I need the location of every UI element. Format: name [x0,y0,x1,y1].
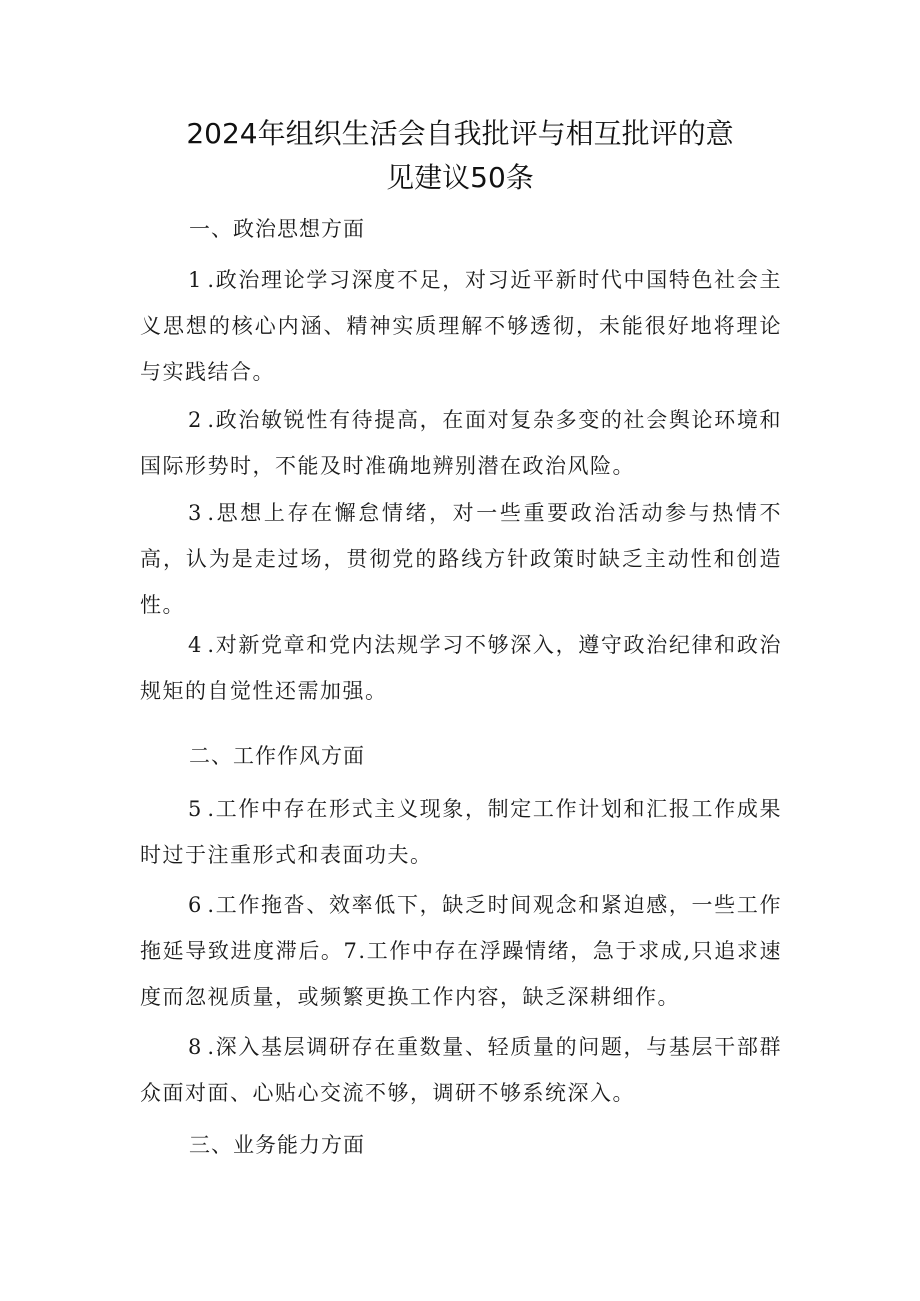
title-line-2: 见建议50条 [386,161,534,194]
section-heading-political: 一、政治思想方面 [189,217,365,241]
item-text: .工作拖沓、效率低下，缺乏时间观念和紧迫感，一些工作拖延导致进度滞后。7.工作中存在浮躁情绪，急于求成,只追求速度而忽视质量，或频繁更换工作内容，缺乏深耕细作。 [140,893,782,1009]
item-number: 8 [188,1035,208,1059]
item-number: 1 [188,268,208,292]
document-title [130,112,790,200]
item-text: .对新党章和党内法规学习不够深入，遵守政治纪律和政治规矩的自觉性还需加强。 [140,633,782,703]
section-heading-business: 三、业务能力方面 [189,1133,365,1157]
item-number: 5 [188,797,208,821]
list-item [140,490,782,628]
list-item [140,786,782,878]
section-heading-work-style: 二、工作作风方面 [189,744,365,768]
list-item [140,622,782,714]
list-item [140,257,782,395]
item-number: 2 [188,408,208,432]
title-line-1: 2024年组织生活会自我批评与相互批评的意 [186,117,734,150]
item-number: 4 [188,633,208,657]
item-text: .深入基层调研存在重数量、轻质量的问题，与基层干部群众面对面、心贴心交流不够，调研不够系统深入。 [140,1035,782,1105]
item-text: .政治敏锐性有待提高，在面对复杂多变的社会舆论环境和国际形势时，不能及时准确地辨别潜在政治风险。 [140,408,782,478]
list-item [140,397,782,489]
item-text: .政治理论学习深度不足，对习近平新时代中国特色社会主义思想的核心内涵、精神实质理解不够透彻，未能很好地将理论与实践结合。 [140,268,782,384]
list-item [140,882,782,1020]
item-number: 6 [188,893,208,917]
item-number: 3 [188,501,208,525]
list-item [140,1024,782,1116]
item-text: .思想上存在懈怠情绪，对一些重要政治活动参与热情不高，认为是走过场，贯彻党的路线方针政策时缺乏主动性和创造性。 [140,501,782,617]
item-text: .工作中存在形式主义现象，制定工作计划和汇报工作成果时过于注重形式和表面功夫。 [140,797,782,867]
